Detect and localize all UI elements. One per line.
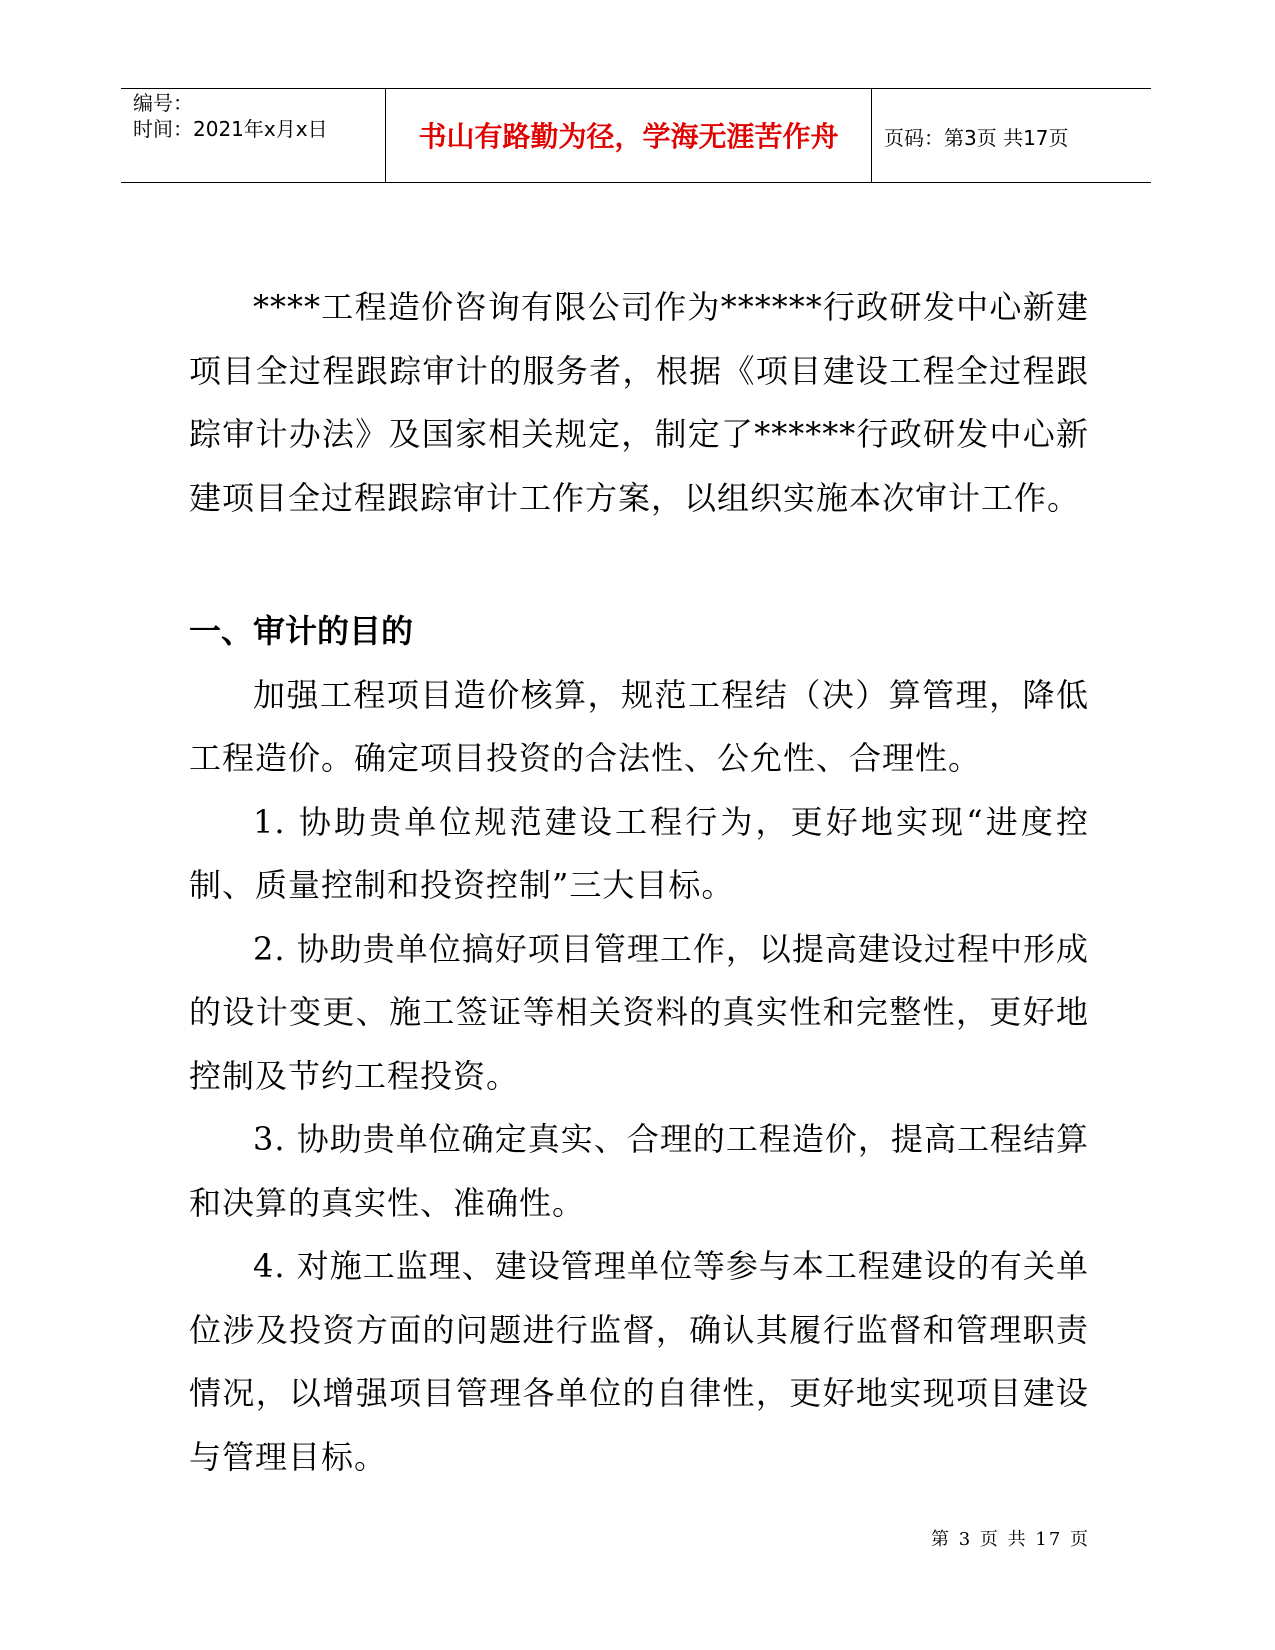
- header-page-info: 页码：第3页 共17页: [884, 126, 1069, 150]
- document-body: [189, 276, 1089, 1489]
- page-header: [121, 88, 1151, 183]
- intro-paragraph: ****工程造价咨询有限公司作为******行政研发中心新建项目全过程跟踪审计的服务者，根据《项目建设工程全过程跟踪审计办法》及国家相关规定，制定了******行政研发中心新建项目全过程跟踪审计工作方案，以组织实施本次审计工作。: [189, 288, 1089, 517]
- section-paragraph: 加强工程项目造价核算，规范工程结（决）算管理，降低工程造价。确定项目投资的合法性、公允性、合理性。: [189, 675, 1089, 777]
- document-time: 时间：2021年x月x日: [133, 117, 328, 141]
- list-item: 4. 对施工监理、建设管理单位等参与本工程建设的有关单位涉及投资方面的问题进行监督，确认其履行监督和管理职责情况，以增强项目管理各单位的自律性，更好地实现项目建设与管理目标。: [189, 1247, 1089, 1476]
- header-motto: 书山有路勤为径，学海无涯苦作舟: [418, 120, 839, 153]
- document-number-label: 编号：: [133, 91, 193, 115]
- section-heading: 一、审计的目的: [189, 612, 414, 650]
- list-item: 1. 协助贵单位规范建设工程行为，更好地实现“进度控制、质量控制和投资控制”三大目标。: [189, 802, 1089, 904]
- header-right-cell: [872, 89, 1151, 182]
- header-middle-cell: [386, 89, 872, 182]
- list-item: 3. 协助贵单位确定真实、合理的工程造价，提高工程结算和决算的真实性、准确性。: [189, 1120, 1089, 1222]
- list-item: 2. 协助贵单位搞好项目管理工作，以提高建设过程中形成的设计变更、施工签证等相关资料的真实性和完整性，更好地控制及节约工程投资。: [189, 929, 1089, 1095]
- header-left-cell: [121, 89, 386, 182]
- page-footer: 第 3 页 共 17 页: [931, 1529, 1090, 1550]
